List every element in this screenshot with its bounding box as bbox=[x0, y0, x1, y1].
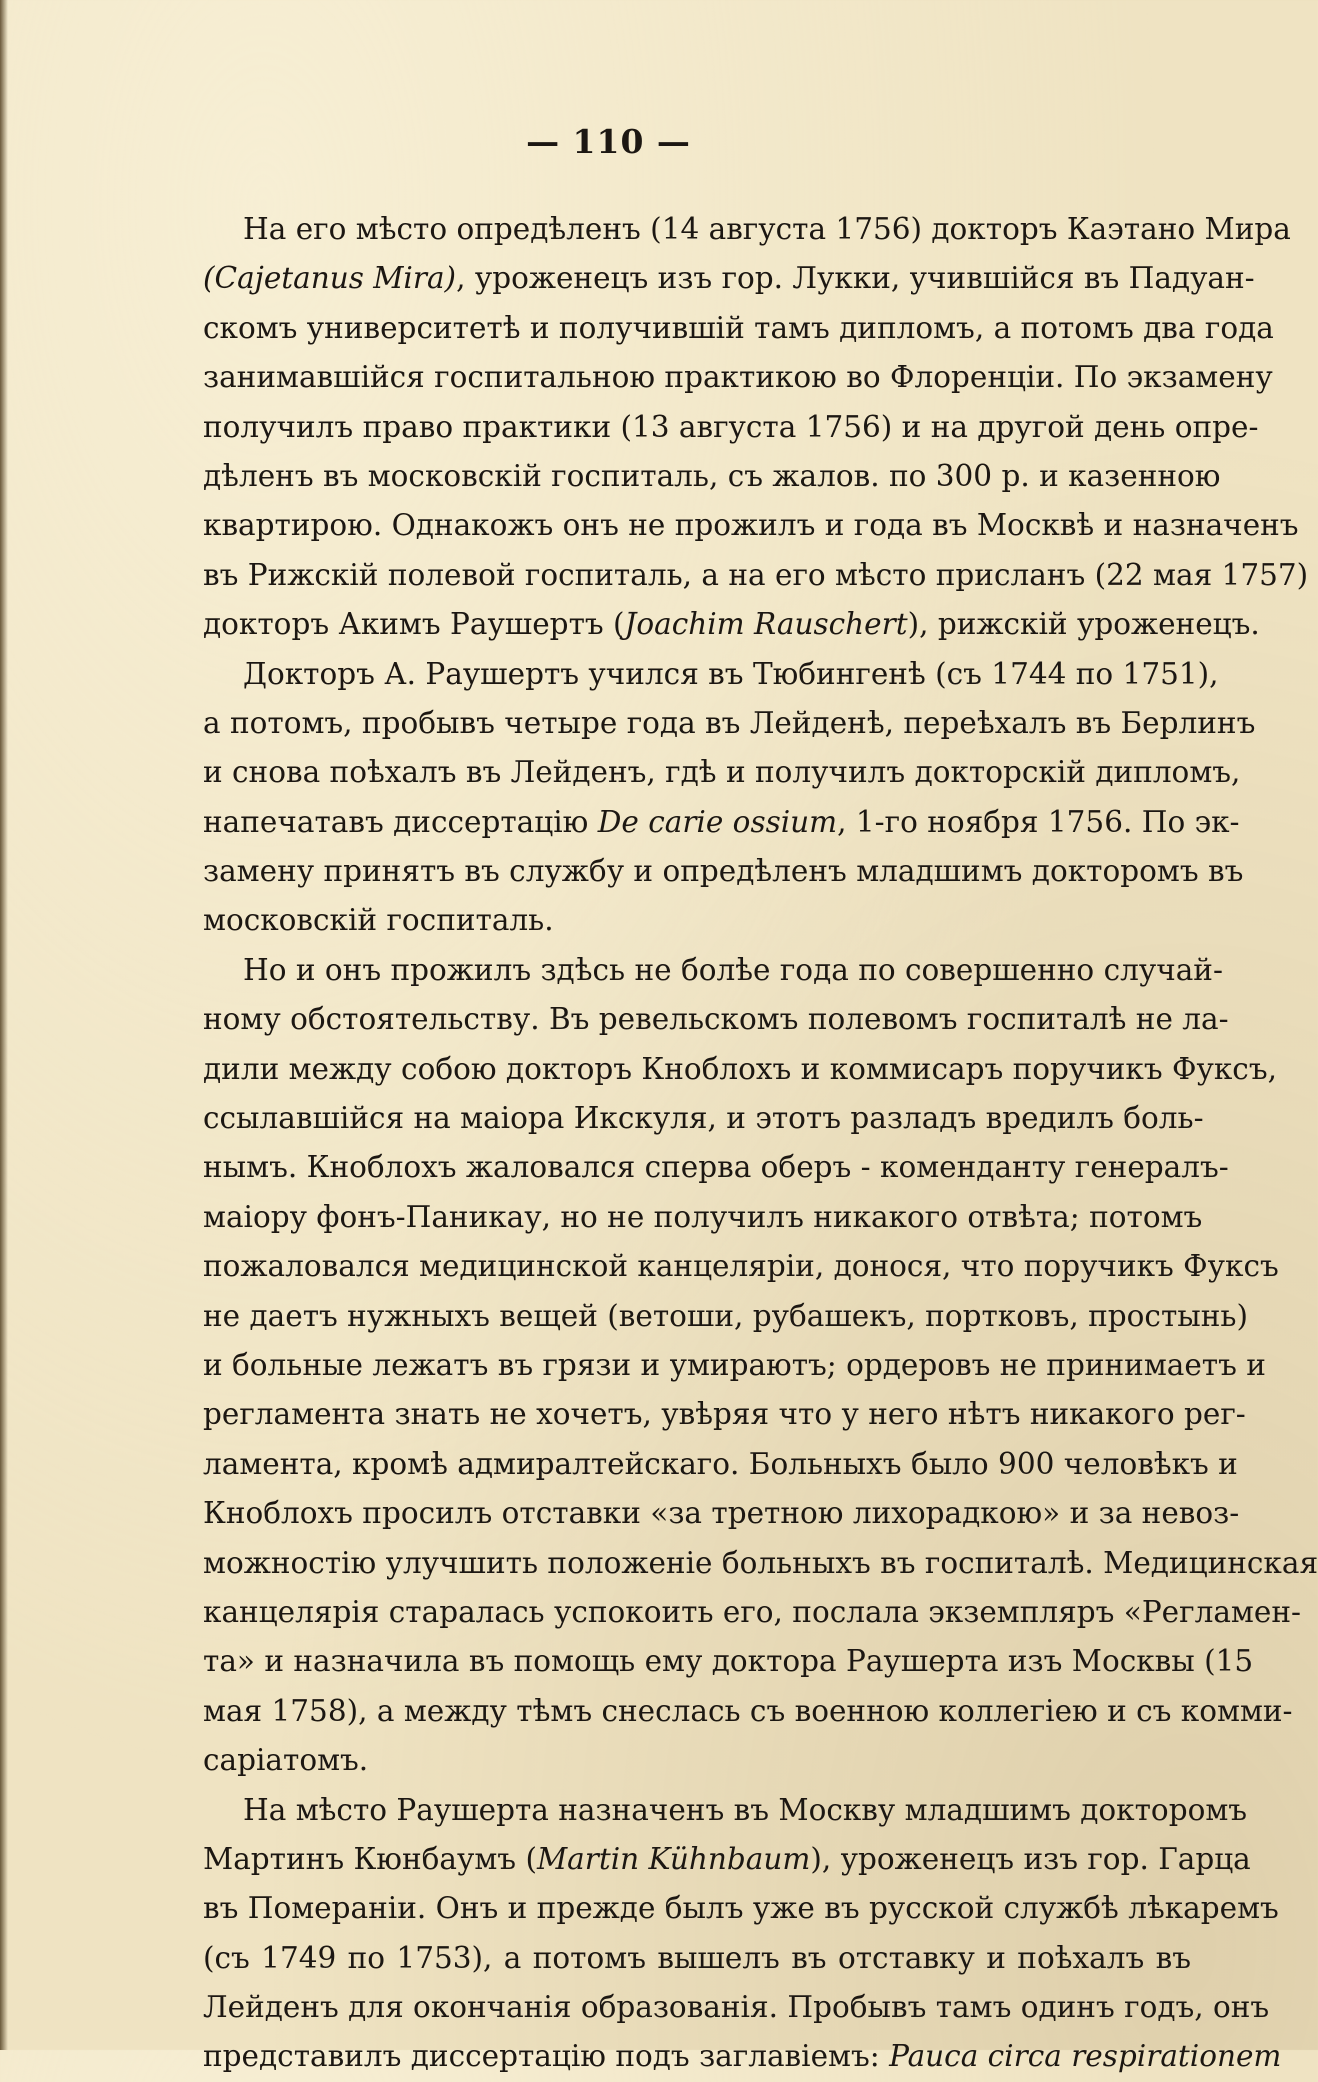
text-line bbox=[203, 600, 1260, 649]
text-line: Докторъ А. Раушертъ учился въ Тюбингенѣ (съ 1744 по 1751), bbox=[243, 656, 1219, 691]
text-segment: ), уроженецъ изъ гор. Гарца bbox=[810, 1841, 1251, 1876]
text-line bbox=[203, 254, 1255, 303]
text-segment: , 1-го ноября 1756. По эк- bbox=[837, 804, 1240, 839]
text-line: Лейденъ для окончанія образованія. Пробывъ тамъ одинъ годъ, онъ bbox=[203, 1990, 1270, 2025]
text-segment: представилъ диссертацію подъ заглавіемъ: bbox=[203, 2039, 890, 2074]
text-line: занимавшійся госпитальною практикою во Флоренціи. По экзамену bbox=[203, 360, 1273, 395]
text-segment: Мартинъ Кюнбаумъ ( bbox=[203, 1841, 537, 1876]
text-line: въ Рижскій полевой госпиталь, а на его мѣсто присланъ (22 мая 1757) bbox=[203, 557, 1309, 592]
text-line: а потомъ, пробывъ четыре года въ Лейденѣ, переѣхалъ въ Берлинъ bbox=[203, 705, 1256, 740]
text-line: нымъ. Кноблохъ жаловался сперва оберъ - коменданту генералъ- bbox=[203, 1150, 1229, 1185]
text-segment: докторъ Акимъ Раушертъ ( bbox=[203, 607, 625, 642]
page-edge-shadow bbox=[0, 0, 8, 2050]
latin-name: De carie ossium bbox=[597, 804, 838, 839]
text-line bbox=[203, 2032, 1282, 2081]
latin-name: Joachim Rauschert bbox=[624, 607, 908, 642]
text-line: не даетъ нужныхъ вещей (ветоши, рубашекъ, портковъ, простынь) bbox=[203, 1298, 1248, 1333]
text-line: и снова поѣхалъ въ Лейденъ, гдѣ и получилъ докторскій дипломъ, bbox=[203, 755, 1241, 790]
text-line: дили между собою докторъ Кноблохъ и коммисаръ поручикъ Фуксъ, bbox=[203, 1051, 1277, 1086]
latin-name: Martin Kühnbaum bbox=[536, 1841, 811, 1876]
text-line: Но и онъ прожилъ здѣсь не болѣе года по совершенно случай- bbox=[243, 952, 1223, 987]
text-line bbox=[203, 798, 1240, 847]
text-segment: напечатавъ диссертацію bbox=[203, 804, 598, 839]
text-line: пожаловался медицинской канцеляріи, донося, что поручикъ Фуксъ bbox=[203, 1249, 1279, 1284]
page-number: — 110 — bbox=[526, 122, 691, 161]
text-segment: , уроженецъ изъ гор. Лукки, учившійся въ Падуан- bbox=[456, 261, 1255, 296]
text-line: мая 1758), а между тѣмъ снеслась съ военною коллегіею и съ комми- bbox=[203, 1693, 1293, 1728]
text-line: Кноблохъ просилъ отставки «за третною лихорадкою» и за невоз- bbox=[203, 1496, 1240, 1531]
text-line: скомъ университетѣ и получившій тамъ дипломъ, а потомъ два года bbox=[203, 310, 1274, 345]
latin-name: Pauca circa respirationem bbox=[889, 2039, 1282, 2074]
text-line: ссылавшійся на маіора Икскуля, и этотъ разладъ вредилъ боль- bbox=[203, 1101, 1204, 1136]
text-line: замену принятъ въ службу и опредѣленъ младшимъ докторомъ въ bbox=[203, 854, 1244, 889]
text-segment: ), рижскій уроженецъ. bbox=[907, 607, 1260, 642]
text-line: На его мѣсто опредѣленъ (14 августа 1756) докторъ Каэтано Мира bbox=[243, 212, 1291, 246]
body-text bbox=[203, 205, 1318, 2082]
text-line: дѣленъ въ московскій госпиталь, съ жалов. по 300 р. и казенною bbox=[203, 458, 1221, 493]
text-line: (съ 1749 по 1753), а потомъ вышелъ въ отставку и поѣхалъ въ bbox=[203, 1940, 1191, 1975]
text-line: можностію улучшить положеніе больныхъ въ госпиталѣ. Медицинская bbox=[203, 1545, 1318, 1580]
text-line: московскій госпиталь. bbox=[203, 903, 554, 938]
text-line: въ Помераніи. Онъ и прежде былъ уже въ русской службѣ лѣкаремъ bbox=[203, 1891, 1279, 1926]
text-line: и больные лежатъ въ грязи и умираютъ; ордеровъ не принимаетъ и bbox=[203, 1347, 1266, 1382]
text-line: На мѣсто Раушерта назначенъ въ Москву младшимъ докторомъ bbox=[243, 1792, 1248, 1827]
latin-name: (Cajetanus Mira) bbox=[203, 261, 457, 296]
text-line bbox=[203, 1835, 1251, 1884]
text-line: саріатомъ. bbox=[203, 1743, 369, 1778]
text-line: ламента, кромѣ адмиралтейскаго. Больныхъ было 900 человѣкъ и bbox=[203, 1446, 1238, 1481]
text-line: канцелярія старалась успокоить его, послала экземпляръ «Регламен- bbox=[203, 1594, 1301, 1629]
text-line: та» и назначила въ помощь ему доктора Раушерта изъ Москвы (15 bbox=[203, 1644, 1254, 1679]
text-line: квартирою. Однакожъ онъ не прожилъ и года въ Москвѣ и назначенъ bbox=[203, 508, 1299, 543]
text-line: ному обстоятельству. Въ ревельскомъ полевомъ госпиталѣ не ла- bbox=[203, 1002, 1229, 1037]
text-line: маіору фонъ-Паникау, но не получилъ никакого отвѣта; потомъ bbox=[203, 1199, 1203, 1234]
text-line: получилъ право практики (13 августа 1756) и на другой день опре- bbox=[203, 409, 1259, 444]
text-line: регламента знать не хочетъ, увѣряя что у него нѣтъ никакого рег- bbox=[203, 1397, 1246, 1432]
